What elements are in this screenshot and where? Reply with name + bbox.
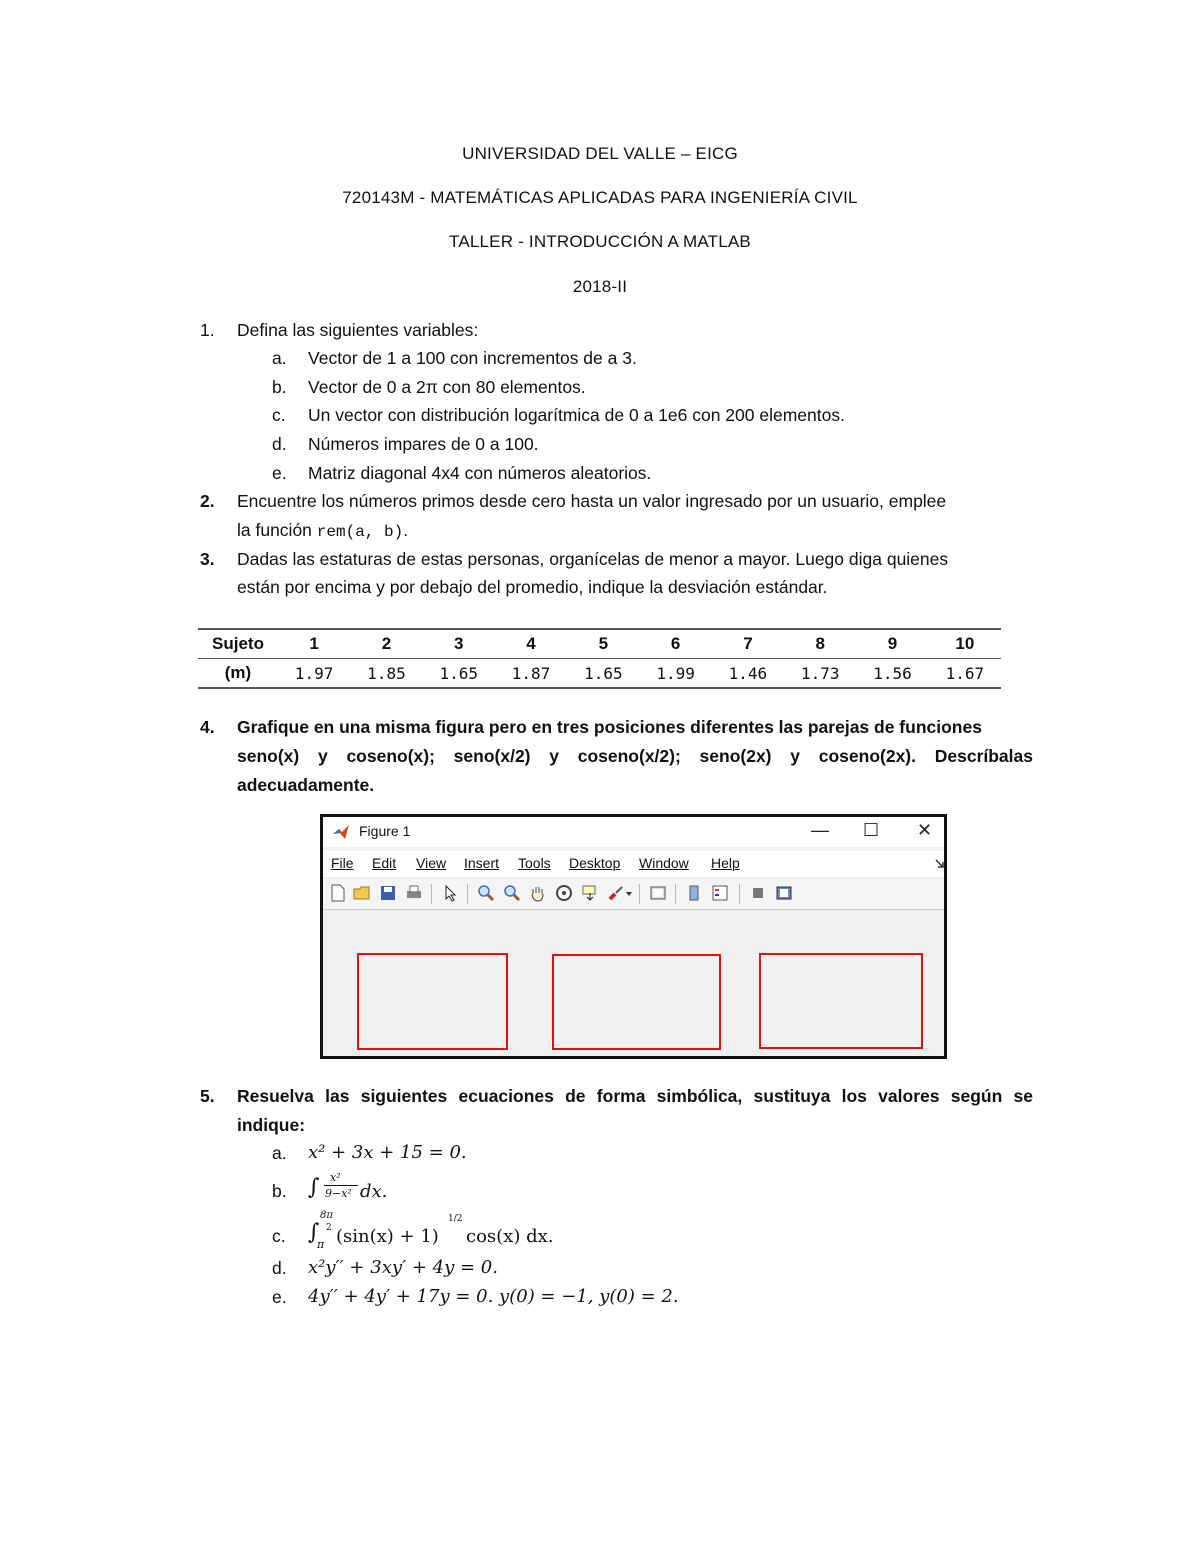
- table-cell: 1.85: [350, 659, 422, 689]
- upper-limit: 8π: [320, 1210, 333, 1221]
- print-icon[interactable]: [405, 884, 423, 902]
- subplot-axes-1[interactable]: [357, 953, 508, 1050]
- table-cell: 1.65: [567, 659, 639, 689]
- fraction-denominator: 9−x²: [325, 1187, 352, 1200]
- question-text: Dadas las estaturas de estas personas, organícelas de menor a mayor. Luego diga quienes: [237, 549, 949, 569]
- integrand: (sin(x) + 1): [336, 1226, 439, 1247]
- menu-edit[interactable]: Edit: [372, 855, 397, 871]
- toolbar-separator: [431, 884, 432, 904]
- zoom-out-icon[interactable]: [503, 884, 521, 902]
- question-number: 2.: [200, 491, 215, 511]
- question-text-continued: la función rem(a, b).: [237, 520, 409, 541]
- table-cell: 1.87: [495, 659, 567, 689]
- subplot-axes-3[interactable]: [759, 953, 923, 1049]
- question-number: 1.: [200, 320, 215, 340]
- equation-e: 4y′′ + 4y′ + 17y = 0. y(0) = −1, y(0) = 2.: [308, 1286, 679, 1307]
- table-cell: 1.56: [856, 659, 928, 689]
- menu-insert[interactable]: Insert: [464, 855, 500, 871]
- question-text-continued: están por encima y por debajo del promedio, indique la desviación estándar.: [237, 577, 828, 597]
- rotate-3d-icon[interactable]: [555, 884, 573, 902]
- item-text: Vector de 0 a 2π con 80 elementos.: [308, 377, 586, 397]
- equation-d: x²y′′ + 3xy′ + 4y = 0.: [308, 1257, 498, 1278]
- window-title-bar: [323, 817, 944, 847]
- table-row-label: (m): [198, 659, 278, 689]
- legend-icon[interactable]: [711, 884, 729, 902]
- university-title: UNIVERSIDAD DEL VALLE – EICG: [462, 144, 738, 163]
- fraction-bar: [324, 1185, 358, 1186]
- question-number: 3.: [200, 549, 215, 569]
- upper-limit-denominator: 2: [326, 1223, 332, 1233]
- table-cell: 7: [712, 629, 784, 659]
- list-item: [0, 1210, 1200, 1256]
- heights-table: [198, 628, 1001, 689]
- toolbar-separator: [675, 884, 676, 904]
- item-label: a.: [272, 1143, 287, 1163]
- menu-file[interactable]: File: [331, 855, 354, 871]
- integral-sign: ∫: [308, 1175, 320, 1200]
- equation-a: x² + 3x + 15 = 0.: [308, 1142, 467, 1163]
- item-text: Un vector con distribución logarítmica de 0 a 1e6 con 200 elementos.: [308, 405, 845, 425]
- table-header-row: [198, 629, 1001, 659]
- toolbar-separator: [639, 884, 640, 904]
- table-cell: 10: [929, 629, 1001, 659]
- question-text-continued: indique:: [237, 1115, 306, 1135]
- dock-arrow-icon[interactable]: [935, 859, 945, 869]
- colorbar-icon[interactable]: [685, 884, 703, 902]
- item-label: d.: [272, 1258, 287, 1278]
- table-header-label: Sujeto: [198, 629, 278, 659]
- toolbar-separator: [739, 884, 740, 904]
- integrand-tail: cos(x) dx.: [466, 1226, 554, 1247]
- table-cell: 2: [350, 629, 422, 659]
- question-text-continued: adecuadamente.: [237, 775, 375, 795]
- item-label: a.: [272, 348, 287, 368]
- table-cell: 1.46: [712, 659, 784, 689]
- question-text: Grafique en una misma figura pero en tres posiciones diferentes las parejas de funciones: [237, 717, 982, 737]
- table-cell: 1.97: [278, 659, 350, 689]
- table-cell: 8: [784, 629, 856, 659]
- menu-help[interactable]: Help: [711, 855, 740, 871]
- menu-window[interactable]: Window: [639, 855, 689, 871]
- integral-sign: ∫: [308, 1220, 320, 1245]
- item-text: Matriz diagonal 4x4 con números aleatorios.: [308, 463, 652, 483]
- save-icon[interactable]: [379, 884, 397, 902]
- zoom-in-icon[interactable]: [477, 884, 495, 902]
- toolbar-separator: [467, 884, 468, 904]
- table-cell: 5: [567, 629, 639, 659]
- pan-icon[interactable]: [529, 884, 547, 902]
- link-plot-icon[interactable]: [649, 884, 667, 902]
- matlab-logo-icon: [333, 825, 349, 839]
- table-cell: 6: [639, 629, 711, 659]
- question-number: 5.: [200, 1086, 215, 1106]
- table-cell: 3: [423, 629, 495, 659]
- table-cell: 1.73: [784, 659, 856, 689]
- item-label: b.: [272, 377, 287, 397]
- menu-tools[interactable]: Tools: [518, 855, 551, 871]
- maximize-button[interactable]: ☐: [863, 820, 880, 840]
- course-title: 720143M - MATEMÁTICAS APLICADAS PARA INGENIERÍA CIVIL: [342, 188, 858, 207]
- question-text: Encuentre los números primos desde cero hasta un valor ingresado por un usuario, emplee: [237, 491, 947, 511]
- item-label: e.: [272, 1287, 287, 1307]
- data-cursor-icon[interactable]: [581, 884, 599, 902]
- question-text-continued: seno(x) y coseno(x); seno(x/2) y coseno(x/2); seno(2x) y coseno(2x). Descríbalas: [237, 746, 1033, 766]
- table-cell: 4: [495, 629, 567, 659]
- figure-toolbar: [323, 879, 944, 910]
- menu-view[interactable]: View: [416, 855, 447, 871]
- table-cell: 9: [856, 629, 928, 659]
- exponent: 1/2: [448, 1214, 463, 1224]
- open-file-icon[interactable]: [353, 884, 371, 902]
- fraction-numerator: x²: [330, 1171, 341, 1184]
- question-number: 4.: [200, 717, 215, 737]
- item-label: e.: [272, 463, 287, 483]
- menu-desktop[interactable]: Desktop: [569, 855, 621, 871]
- close-button[interactable]: ✕: [917, 820, 933, 840]
- table-cell: 1.65: [423, 659, 495, 689]
- menu-bar: [323, 851, 944, 877]
- code-rem: rem(a, b): [316, 523, 404, 541]
- item-text: Números impares de 0 a 100.: [308, 434, 539, 454]
- differential: dx.: [360, 1181, 388, 1202]
- workshop-title: TALLER - INTRODUCCIÓN A MATLAB: [449, 232, 751, 251]
- item-label: c.: [272, 405, 286, 425]
- table-cell: 1.99: [639, 659, 711, 689]
- period: 2018-II: [572, 277, 628, 296]
- chevron-down-icon[interactable]: [626, 892, 632, 896]
- table-cell: 1: [278, 629, 350, 659]
- question-text: Defina las siguientes variables:: [237, 320, 479, 340]
- subplot-axes-2[interactable]: [552, 954, 721, 1050]
- item-label: c.: [272, 1226, 286, 1246]
- item-text: Vector de 1 a 100 con incrementos de a 3.: [308, 348, 637, 368]
- lower-limit: π: [317, 1238, 325, 1251]
- table-cell: 1.67: [929, 659, 1001, 689]
- new-figure-icon[interactable]: [329, 884, 347, 902]
- matlab-figure-window: [320, 814, 947, 1059]
- item-label: d.: [272, 434, 287, 454]
- item-label: b.: [272, 1181, 287, 1201]
- brush-icon[interactable]: [607, 884, 625, 902]
- pointer-icon[interactable]: [441, 884, 459, 902]
- question-text: Resuelva las siguientes ecuaciones de forma simbólica, sustituya los valores según se: [237, 1086, 1033, 1106]
- hide-plot-tools-icon[interactable]: [749, 884, 767, 902]
- minimize-button[interactable]: —: [811, 820, 829, 840]
- table-row: [198, 659, 1001, 689]
- list-item: [0, 1171, 1200, 1211]
- show-plot-tools-icon[interactable]: [775, 884, 793, 902]
- window-title: Figure 1: [359, 823, 411, 839]
